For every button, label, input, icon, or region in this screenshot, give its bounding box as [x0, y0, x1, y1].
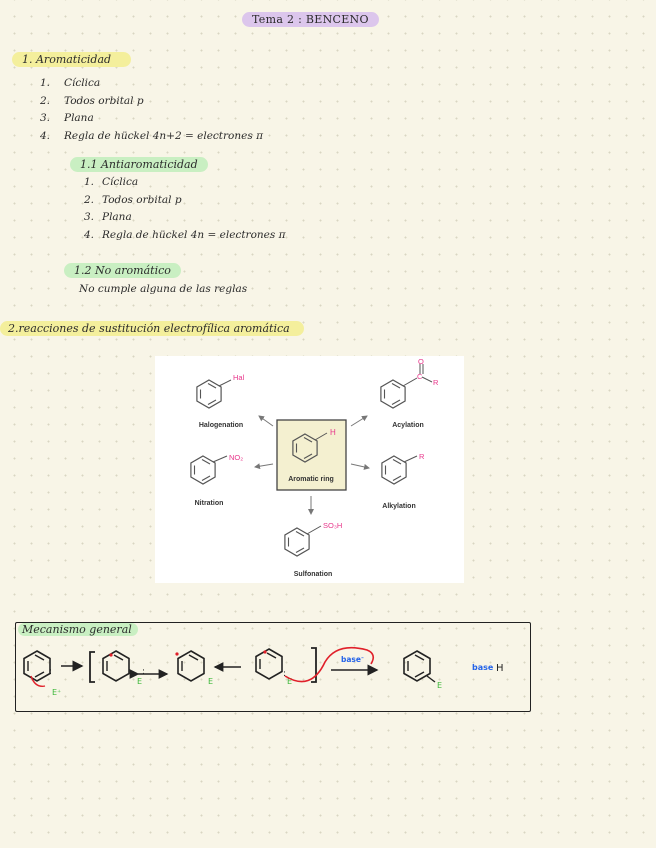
svg-text:-: - — [361, 653, 364, 662]
sigma-complex-2-icon — [178, 651, 204, 681]
list-item: 4. Regla de hückel 4n = electrones π — [84, 228, 286, 241]
section-aromaticidad-heading: 1. Aromaticidad — [12, 52, 131, 67]
svg-text:E: E — [208, 677, 214, 686]
antiaromaticidad-list — [84, 174, 286, 244]
list-item: 1. Cíclica — [84, 176, 139, 188]
svg-text:E: E — [137, 677, 143, 686]
subsection-antiaromaticidad-heading: 1.1 Antiaromaticidad — [70, 157, 208, 172]
aromatic-ring-label: Aromatic ring — [288, 476, 334, 483]
no-aromatico-text: No cumple alguna de las reglas — [79, 283, 248, 295]
sigma-complex-3-icon — [256, 649, 282, 679]
hal-label: Hal — [233, 373, 245, 382]
list-item: 3. Plana — [84, 211, 132, 223]
base-label: base — [341, 655, 361, 664]
h-label: H — [496, 663, 504, 674]
page-title: Tema 2 : BENCENO — [242, 12, 379, 27]
base-h-label: base — [472, 663, 494, 672]
product-ring-icon — [404, 651, 430, 681]
so3h-label: SO₃H — [323, 521, 343, 530]
acyl-r-label: R — [433, 378, 439, 387]
acylation-label: Acylation — [392, 422, 424, 429]
center-h-label: H — [330, 428, 336, 437]
reactions-figure — [155, 356, 464, 583]
halogenation-ring-icon — [197, 380, 221, 408]
nitration-ring-icon — [191, 456, 215, 484]
acyl-c-label: C — [417, 372, 423, 381]
alkyl-r-label: R — [419, 452, 425, 461]
svg-text:E: E — [437, 681, 443, 690]
nitration-label: Nitration — [194, 500, 224, 507]
mechanism-scheme — [15, 636, 529, 710]
sulfonation-label: Sulfonation — [293, 571, 333, 578]
list-item: 4. Regla de hückel 4n+2 = electrones π — [40, 129, 263, 142]
alkylation-ring-icon — [382, 456, 406, 484]
section-reacciones-heading: 2.reacciones de sustitución electrofílica aromática — [0, 321, 304, 336]
acyl-o-label: O — [418, 357, 424, 366]
list-item: 3. Plana — [40, 112, 94, 124]
list-item: 1. Cíclica — [40, 77, 101, 89]
subsection-no-aromatico-heading: 1.2 No aromático — [64, 263, 181, 278]
sulfonation-ring-icon — [285, 528, 309, 556]
mechanism-heading: Mecanismo general — [18, 623, 138, 636]
sigma-complex-1-icon — [103, 651, 129, 681]
acylation-ring-icon — [381, 380, 405, 408]
svg-text::: : — [283, 669, 287, 679]
aromaticidad-list — [40, 75, 263, 145]
no2-label: NO₂ — [229, 453, 244, 462]
benzene-ring-icon — [24, 651, 53, 681]
list-item: 2. Todos orbital p — [40, 94, 144, 107]
e-plus-label: E⁺ — [52, 688, 62, 697]
svg-text::: : — [142, 667, 146, 677]
svg-text:E: E — [287, 677, 293, 686]
list-item: 2. Todos orbital p — [84, 193, 182, 206]
halogenation-label: Halogenation — [198, 422, 244, 429]
alkylation-label: Alkylation — [382, 503, 416, 510]
svg-text::: : — [49, 667, 53, 677]
